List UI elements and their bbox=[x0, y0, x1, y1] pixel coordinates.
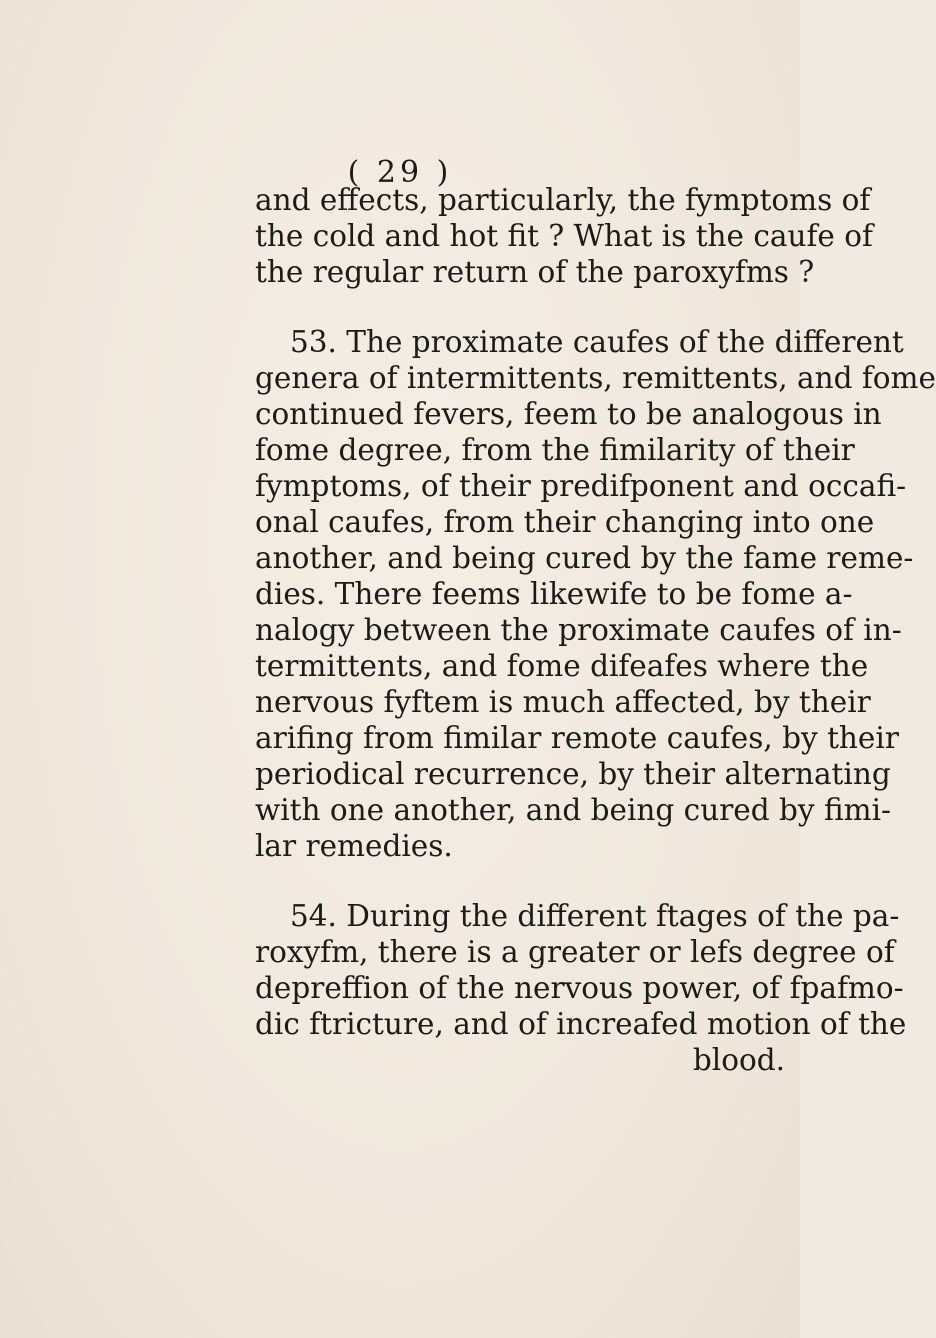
text-line: fymptoms, of their predifponent and occafi- bbox=[255, 469, 907, 503]
text-line: fome degree, from the fimilarity of their bbox=[255, 433, 855, 467]
text-line: dic ftricture, and of increafed motion of the bbox=[255, 1007, 907, 1041]
text-line: lar remedies. bbox=[255, 829, 453, 863]
text-line: blood. bbox=[692, 1043, 785, 1077]
text-line: arifing from fimilar remote caufes, by their bbox=[255, 721, 899, 755]
text-line: termittents, and fome difeafes where the bbox=[255, 649, 869, 683]
text-line: nervous fyftem is much affected, by their bbox=[255, 685, 871, 719]
text-line: and effects, particularly, the fymptoms of bbox=[255, 183, 871, 217]
text-line: depreffion of the nervous power, of fpafmo- bbox=[255, 971, 904, 1005]
text-line: the regular return of the paroxyfms ? bbox=[255, 255, 815, 289]
text-line: the cold and hot fit ? What is the caufe of bbox=[255, 219, 873, 253]
text-line: roxyfm, there is a greater or lefs degree of bbox=[255, 935, 895, 969]
text-line: continued fevers, feem to be analogous in bbox=[255, 397, 882, 431]
text-line: genera of intermittents, remittents, and fome bbox=[255, 361, 936, 395]
text-line: 54. During the different ftages of the pa- bbox=[290, 899, 900, 933]
text-line: periodical recurrence, by their alternating bbox=[255, 757, 891, 791]
text-line: 53. The proximate caufes of the different bbox=[290, 325, 904, 359]
text-line: nalogy between the proximate caufes of in- bbox=[255, 613, 902, 647]
text-line: another, and being cured by the fame reme- bbox=[255, 541, 914, 575]
text-line: dies. There feems likewife to be fome a- bbox=[255, 577, 853, 611]
page-number: ( 29 ) bbox=[347, 155, 453, 190]
text-line: onal caufes, from their changing into one bbox=[255, 505, 875, 539]
text-line: with one another, and being cured by fimi- bbox=[255, 793, 891, 827]
